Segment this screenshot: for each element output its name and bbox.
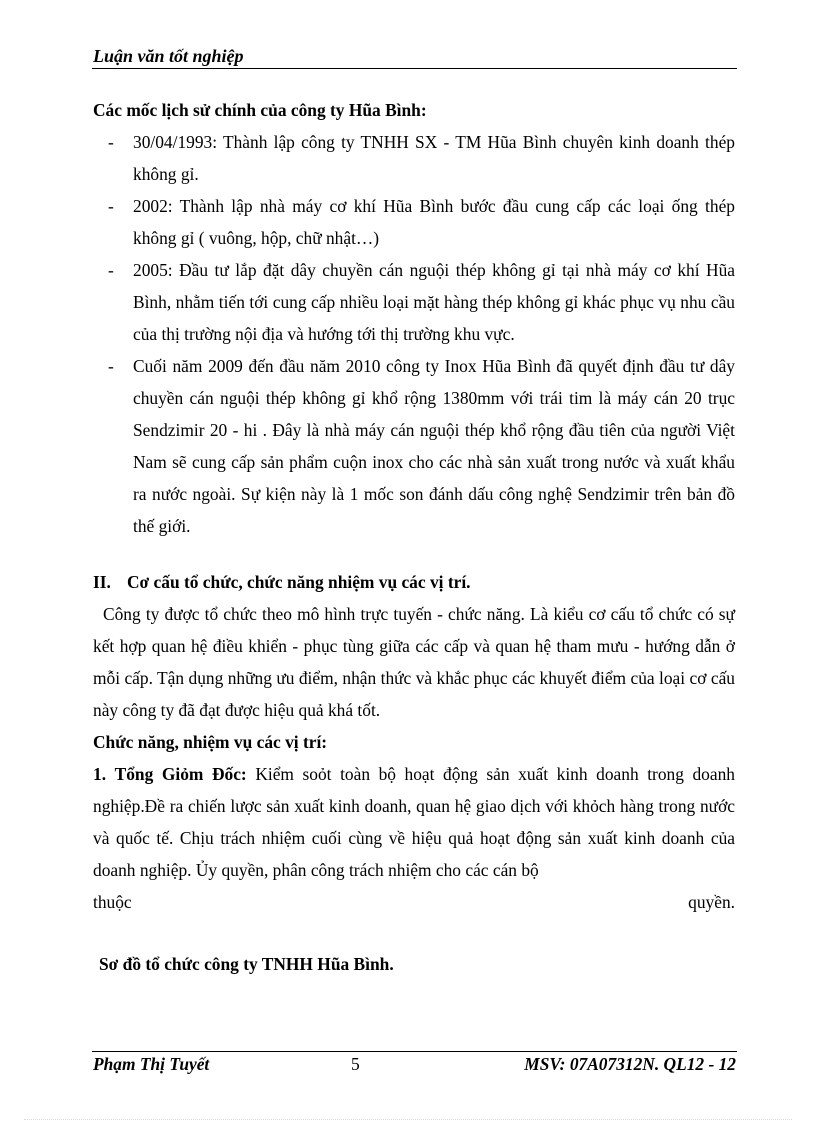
list-item-text: 2002: Thành lập nhà máy cơ khí Hũa Bình bước đầu cung cấp các loại ống thép không gỉ ( vuông, hộp, chữ nhật…)	[133, 196, 735, 248]
list-item-text: Cuối năm 2009 đến đầu năm 2010 công ty Inox Hũa Bình đã quyết định đầu tư dây chuyền cán nguội thép không gỉ khổ rộng 1380mm với trái tim là máy cán 20 trục Sendzimir 20 - hi . Đây là nhà máy cán nguội thép khổ rộng đầu tiên của người Việt Nam sẽ cung cấp sản phẩm cuộn inox cho các nhà sản xuất trong nước và xuất khẩu ra nước ngoài. Sự kiện này là 1 mốc son đánh dấu công nghệ Sendzimir trên bản đồ thế giới.	[133, 356, 735, 536]
function-text: Kiểm soỏt toàn bộ hoạt động sản xuất kinh doanh trong doanh nghiệp.Đề ra chiến lược sản xuất kinh doanh, quan hệ giao dịch với khỏch hàng trong nước và quốc tế. Chịu trách nhiệm cuối cùng về hiệu quả hoạt động sản xuất kinh doanh của doanh nghiệp. Ủy quyền, phân công trách nhiệm cho các cán bộ	[93, 764, 735, 880]
footer-student-id: MSV: 07A07312N. QL12 - 12	[524, 1054, 736, 1074]
list-item	[93, 350, 735, 542]
page-bottom-divider	[24, 1119, 792, 1120]
bullet-dash: -	[108, 196, 114, 216]
list-item	[93, 190, 735, 254]
list-item-text: 30/04/1993: Thành lập công ty TNHH SX - TM Hũa Bình chuyên kinh doanh thép không gỉ.	[133, 132, 735, 184]
function-number: 1.	[93, 764, 107, 784]
section-title: Cơ cấu tổ chức, chức năng nhiệm vụ các vị trí.	[127, 572, 471, 592]
header-title: Luận văn tốt nghiệp	[93, 46, 244, 66]
footer-rule	[92, 1051, 737, 1052]
header-rule	[92, 68, 737, 69]
page-content	[93, 94, 735, 980]
functions-heading: Chức năng, nhiệm vụ các vị trí:	[93, 732, 328, 752]
intro-paragraph: Công ty được tổ chức theo mô hình trực tuyến - chức năng. Là kiểu cơ cấu tổ chức có sự kết hợp quan hệ điều khiển - phục tùng giữa các cấp và quan hệ tham mưu - hướng dẫn ở mỗi cấp. Tận dụng những ưu điểm, nhận thức và khắc phục các khuyết điểm của loại cơ cấu này công ty đã đạt được hiệu quả khá tốt.	[93, 604, 735, 720]
function-last-line	[93, 886, 735, 918]
bullet-dash: -	[108, 132, 114, 152]
section-heading	[93, 566, 735, 598]
page-number: 5	[351, 1054, 360, 1074]
history-list	[93, 126, 735, 542]
list-item	[93, 254, 735, 350]
bullet-dash: -	[108, 260, 114, 280]
section-number: II.	[93, 572, 111, 592]
history-heading: Các mốc lịch sử chính của công ty Hũa Bình:	[93, 100, 427, 120]
function-last-left: thuộc	[93, 892, 132, 912]
function-label: Tổng Giỏm Đốc:	[114, 764, 247, 784]
footer-author: Phạm Thị Tuyết	[93, 1054, 210, 1074]
function-last-right: quyền.	[688, 892, 735, 912]
bullet-dash: -	[108, 356, 114, 376]
list-item-text: 2005: Đầu tư lắp đặt dây chuyền cán nguội thép không gỉ tại nhà máy cơ khí Hũa Bình, nhằm tiến tới cung cấp nhiều loại mặt hàng thép không gỉ khác phục vụ nhu cầu của thị trường nội địa và hướng tới thị trường khu vực.	[133, 260, 735, 344]
diagram-title: Sơ đồ tổ chức công ty TNHH Hũa Bình.	[99, 954, 394, 974]
list-item	[93, 126, 735, 190]
function-item	[93, 758, 735, 886]
